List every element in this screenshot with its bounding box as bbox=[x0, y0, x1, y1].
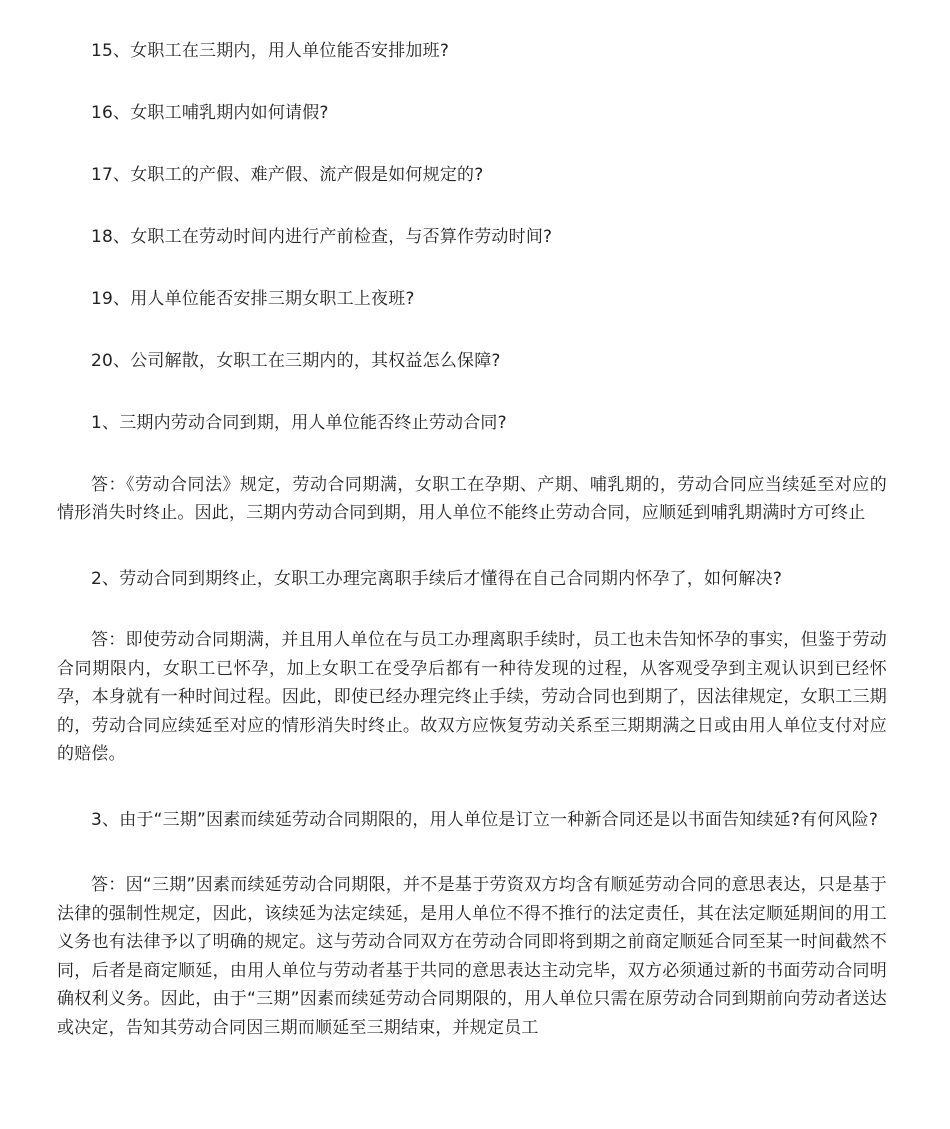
question-18: 18、女职工在劳动时间内进行产前检查，与否算作劳动时间? bbox=[91, 227, 553, 247]
question-20: 20、公司解散，女职工在三期内的，其权益怎么保障? bbox=[91, 351, 501, 371]
qa-2-answer: 答：即使劳动合同期满，并且用人单位在与员工办理离职手续时，员工也未告知怀孕的事实，但鉴于劳动合同期限内，女职工已怀孕，加上女职工在受孕后都有一种待发现的过程，从客观受孕到主观认识到已经怀孕，本身就有一种时间过程。因此，即使已经办理完终止手续，劳动合同也到期了，因法律规定，女职工三期的，劳动合同应续延至对应的情形消失时终止。故双方应恢复劳动关系至三期期满之日或由用人单位支付对应的赔偿。 bbox=[57, 630, 887, 764]
question-17: 17、女职工的产假、难产假、流产假是如何规定的? bbox=[91, 165, 484, 185]
qa-3-answer: 答：因“三期”因素而续延劳动合同期限，并不是基于劳资双方均含有顺延劳动合同的意思表达，只是基于法律的强制性规定，因此，该续延为法定续延，是用人单位不得不推行的法定责任，其在法定顺延期间的用工义务也有法律予以了明确的规定。这与劳动合同双方在劳动合同即将到期之前商定顺延合同至某一时间截然不同，后者是商定顺延，由用人单位与劳动者基于共同的意思表达主动完毕，双方必须通过新的书面劳动合同明确权利义务。因此，由于“三期”因素而续延劳动合同期限的，用人单位只需在原劳动合同到期前向劳动者送达或决定，告知其劳动合同因三期而顺延至三期结束，并规定员工 bbox=[57, 875, 887, 1038]
question-list bbox=[57, 37, 887, 376]
question-16: 16、女职工哺乳期内如何请假? bbox=[91, 103, 329, 123]
question-15: 15、女职工在三期内，用人单位能否安排加班? bbox=[91, 41, 450, 61]
question-19: 19、用人单位能否安排三期女职工上夜班? bbox=[91, 289, 415, 309]
qa-2-question: 2、劳动合同到期终止，女职工办理完离职手续后才懂得在自己合同期内怀孕了，如何解决? bbox=[91, 568, 783, 589]
document-body bbox=[57, 0, 887, 1042]
qa-1-answer: 答：《劳动合同法》规定，劳动合同期满，女职工在孕期、产期、哺乳期的，劳动合同应当续延至对应的情形消失时终止。因此，三期内劳动合同到期，用人单位不能终止劳动合同，应顺延到哺乳期满时方可终止 bbox=[57, 474, 887, 523]
qa-1-question: 1、三期内劳动合同到期，用人单位能否终止劳动合同? bbox=[91, 413, 507, 433]
qa-3-question: 3、由于“三期”因素而续延劳动合同期限的，用人单位是订立一种新合同还是以书面告知续延?有何风险? bbox=[91, 809, 879, 830]
